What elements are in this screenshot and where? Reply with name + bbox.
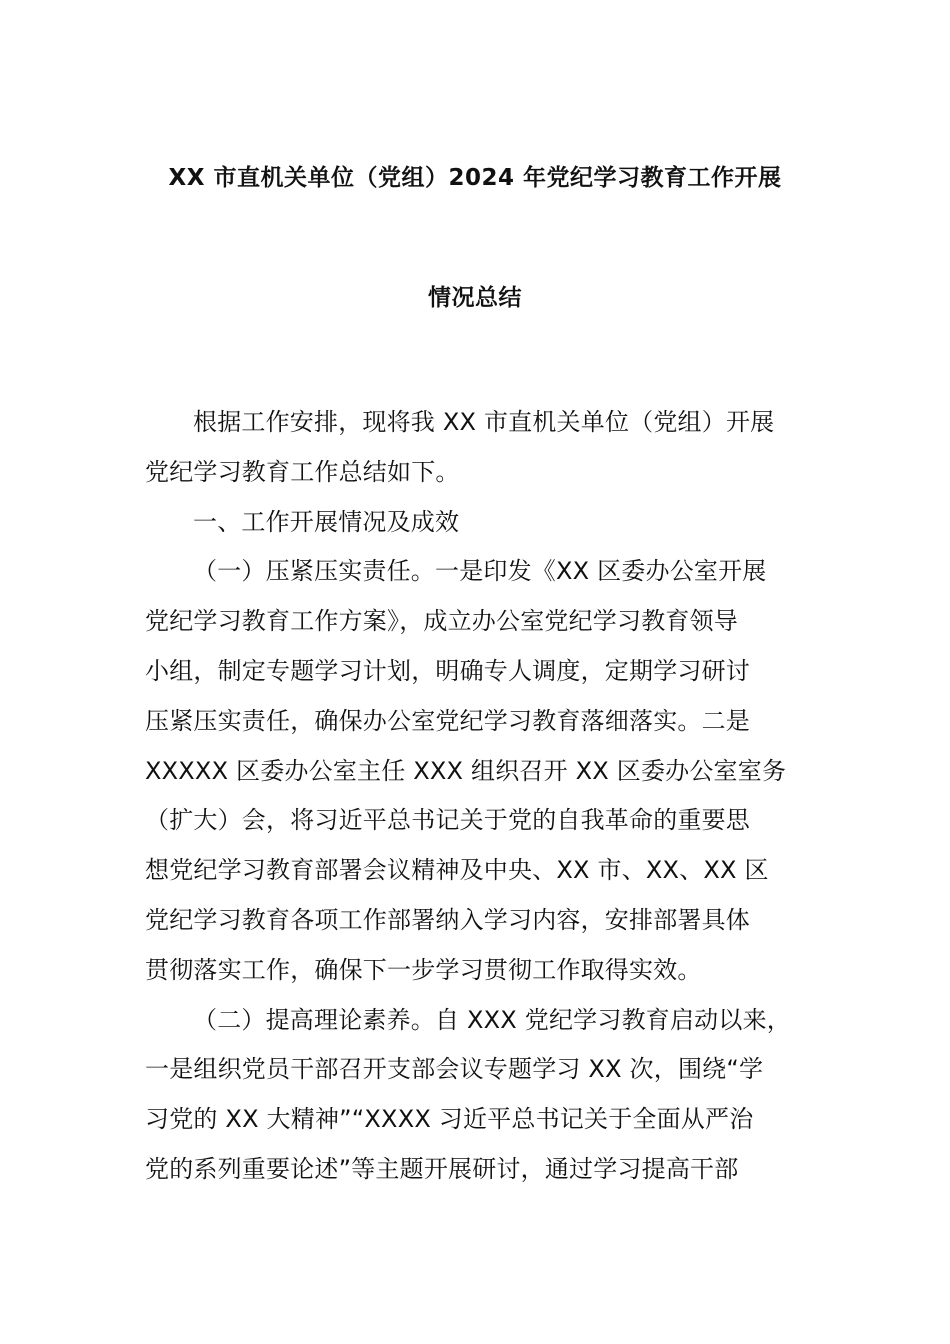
paragraph-1-line: 贯彻落实工作，确保下一步学习贯彻工作取得实效。 <box>145 955 702 984</box>
document-title-line-2: 情况总结 <box>428 285 522 311</box>
paragraph-intro-line: 党纪学习教育工作总结如下。 <box>145 457 460 486</box>
paragraph-1-line: 党纪学习教育工作方案》，成立办公室党纪学习教育领导 <box>145 607 738 636</box>
paragraph-1-line: 小组，制定专题学习计划，明确专人调度，定期学习研讨 <box>145 656 750 685</box>
document-title-line-1: XX 市直机关单位（党组）2024 年党纪学习教育工作开展 <box>168 165 782 191</box>
paragraph-1-line: （一）压紧压实责任。一是印发《XX 区委办公室开展 <box>193 557 767 586</box>
paragraph-2-line: （二）提高理论素养。自 XXX 党纪学习教育启动以来， <box>193 1005 791 1034</box>
paragraph-1-line: （扩大）会，将习近平总书记关于党的自我革命的重要思 <box>145 806 750 835</box>
paragraph-1-line: 党纪学习教育各项工作部署纳入学习内容，安排部署具体 <box>145 905 750 934</box>
paragraph-2-line: 一是组织党员干部召开支部会议专题学习 XX 次，围绕“学 <box>145 1055 764 1084</box>
paragraph-1-line: XXXXX 区委办公室主任 XXX 组织召开 XX 区委办公室室务 <box>145 756 787 785</box>
paragraph-intro-line: 根据工作安排，现将我 XX 市直机关单位（党组）开展 <box>193 408 775 436</box>
paragraph-2-line: 党的系列重要论述”等主题开展研讨，通过学习提高干部 <box>145 1154 739 1183</box>
paragraph-1-line: 压紧压实责任，确保办公室党纪学习教育落细落实。二是 <box>145 706 750 735</box>
paragraph-2-line: 习党的 XX 大精神”“XXXX 习近平总书记关于全面从严治 <box>145 1105 754 1134</box>
document-body <box>145 398 825 1195</box>
section-heading-1: 一、工作开展情况及成效 <box>193 507 460 536</box>
paragraph-1-line: 想党纪学习教育部署会议精神及中央、XX 市、XX、XX 区 <box>145 856 769 885</box>
